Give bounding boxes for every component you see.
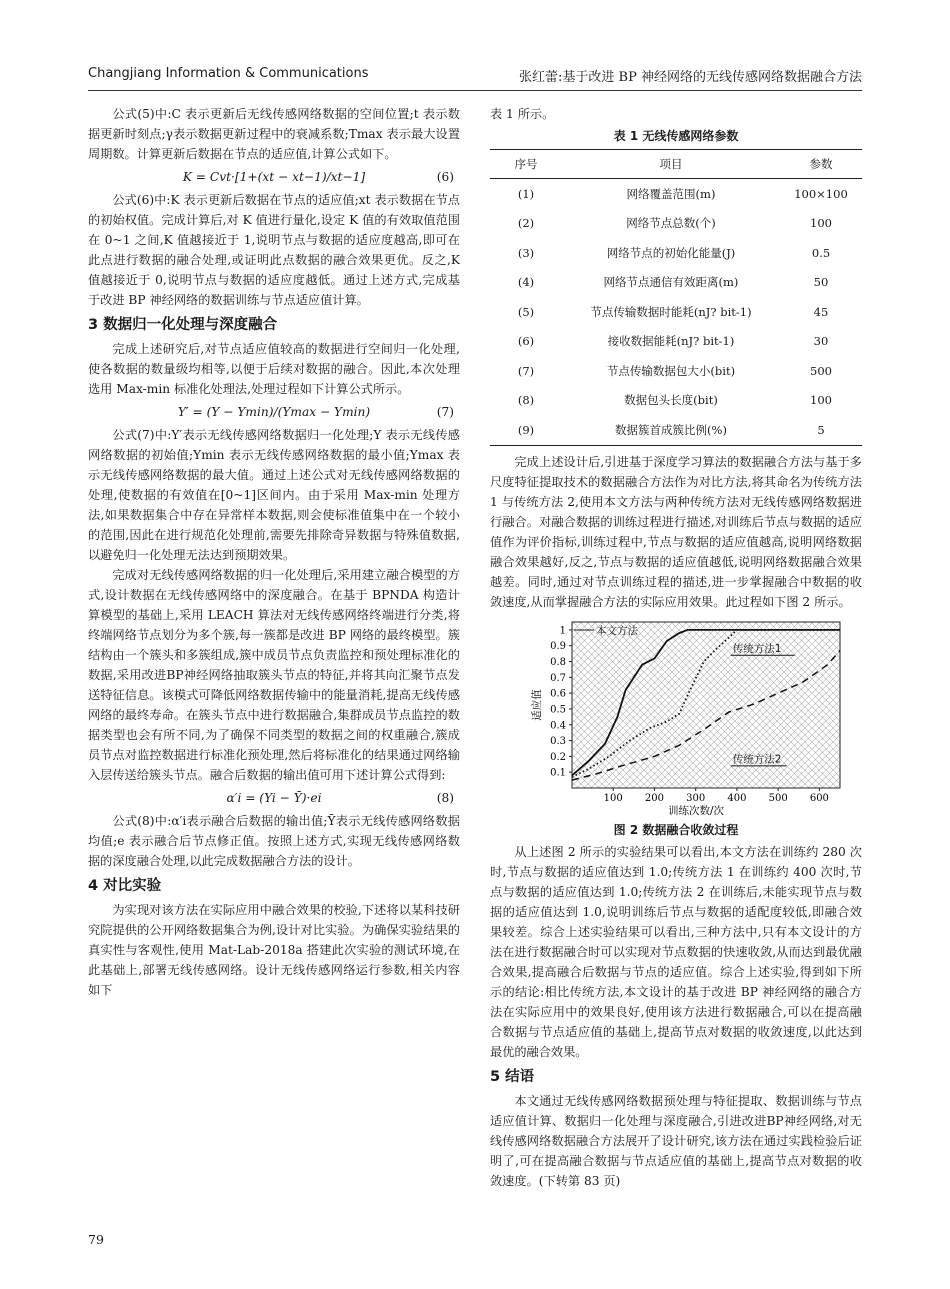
table-cell: 100 bbox=[810, 216, 832, 231]
paragraph: 公式(8)中:α′i表示融合后数据的输出值;Ȳ表示无线传感网络数据均值;e 表示融合后节点修正值。按照上述方式,实现无线传感网络数据的深度融合处理,以此完成数据融合方法的设计。 bbox=[88, 814, 460, 868]
table-row bbox=[490, 238, 862, 268]
table-header-row bbox=[490, 150, 862, 179]
paragraph: 完成对无线传感网络数据的归一化处理后,采用建立融合模型的方式,设计数据在无线传感网络中的深度融合。在基于 BPNDA 构造计算模型的基础上,采用 LEACH 算法对无线传感网络终端进行分类,将终端网络节点划分为多个簇,每一簇都是改进 BP 网络的最终模型。簇结构由一个簇头和多簇组成,簇中成员节点负责监控和预处理标准化的数据,采用改进BP神经网络抽取簇头节点的特征,并将其向汇聚节点发送特征信息。该模式可降低网络数据传输中的能量消耗,提高无线传感网络的最终寿命。在簇头节点中进行数据融合,集群成员节点监控的数据类型也会有所不同,为了确保不同类型的数据之间的权重融合,簇成员节点对监控数据进行标准化预处理,然后将标准化的结果通过网络输入层传送给簇头节点。融合后数据的输出值可用下述计算公式得到: bbox=[88, 568, 460, 782]
paragraph: 表 1 所示。 bbox=[490, 107, 555, 121]
table-cell: 网络节点通信有效距离(m) bbox=[603, 275, 739, 290]
equation-number: (8) bbox=[436, 791, 454, 805]
table-cell: 45 bbox=[813, 304, 829, 319]
paragraph: 完成上述设计后,引进基于深度学习算法的数据融合方法与基于多尺度特征提取技术的数据融合方法作为对比方法,将其命名为传统方法 1 与传统方法 2,使用本文方法与两种传统方法对无线传感网络数据进行融合。对融合数据的训练过程进行描述,对训练后节点与数据的适应值作为评价指标,训练过程中,节点与数据的适应值越高,说明网络数据融合效果越好,反之,节点与数据的适应值越低,说明网络数据融合效果越差。同时,通过对节点训练过程的描述,进一步掌握融合中数据的收敛速度,从而掌握融合方法的实际应用效果。此过程如下图 2 所示。 bbox=[490, 454, 862, 609]
convergence-figure bbox=[490, 616, 862, 818]
table-row bbox=[490, 179, 862, 209]
table-body bbox=[490, 179, 862, 446]
table-cell: (2) bbox=[517, 216, 535, 231]
table-cell: (5) bbox=[517, 304, 535, 319]
y-axis-label: 适应值 bbox=[531, 688, 543, 721]
y-tick-label: 0.6 bbox=[550, 688, 566, 700]
x-axis-label: 训练次数/次 bbox=[667, 804, 725, 817]
paragraph: 完成上述研究后,对节点适应值较高的数据进行空间归一化处理,使各数据的数量级均相等,以便于后续对数据的融合。因此,本次处理选用 Max-min 标准化处理法,处理过程如下计算公式所示。 bbox=[88, 342, 460, 396]
paragraph: 公式(5)中:C 表示更新后无线传感网络数据的空间位置;t 表示数据更新时刻点;γ表示数据更新过程中的衰减系数;Tmax 表示最大设置周期数。计算更新后数据在节点的适应值,计算公式如下。 bbox=[88, 107, 460, 161]
y-tick-label: 0.5 bbox=[550, 703, 566, 715]
y-tick-label: 0.4 bbox=[550, 719, 566, 731]
journal-name: Changjiang Information & Communications bbox=[88, 66, 369, 81]
table-cell: 网络覆盖范围(m) bbox=[626, 186, 716, 201]
running-header bbox=[88, 66, 862, 91]
paragraph: 本文通过无线传感网络数据预处理与特征提取、数据训练与节点适应值计算、数据归一化处理与深度融合,引进改进BP神经网络,对无线传感网络数据融合方法展开了设计研究,该方法在通过实践检验后证明了,可在提高融合数据与节点适应值的基础上,提高节点对数据的收敛速度。(下转第 83 页) bbox=[490, 1093, 862, 1188]
paragraph: 从上述图 2 所示的实验结果可以看出,本文方法在训练约 280 次时,节点与数据的适应值达到 1.0;传统方法 1 在训练约 400 次时,节点与数据的适应值达到 1.0;传统方法 2 在训练后,未能实现节点与数据的适应值达到 1.0,说明训练后节点与数据的适配度较低,即融合效果较差。综合上述实验结果可以看出,三种方法中,只有本文设计的方法在进行数据融合时可以实现对节点数据的快速收敛,从而达到最优融合效果,提高融合后数据与节点的适应值。综合上述实验,得到如下所示的结论:相比传统方法,本文设计的基于改进 BP 神经网络的融合方法在实际应用中的效果良好,使用该方法进行数据融合,可以在提高融合数据与节点适应值的基础上,提高节点对数据的收敛速度,以此达到最优的融合效果。 bbox=[490, 844, 862, 1059]
paragraph: 为实现对该方法在实际应用中融合效果的校验,下述将以某科技研究院提供的公开网络数据集合为例,设计对比实验。为确保实验结果的真实性与客观性,使用 Mat-Lab-2018a 搭建此次实验的测试环境,在此基础上,部署无线传感网络。设计无线传感网络运行参数,相关内容如下 bbox=[88, 903, 460, 997]
table-row bbox=[490, 386, 862, 416]
table-cell: 100 bbox=[810, 393, 832, 408]
table-cell: (6) bbox=[517, 334, 535, 349]
table-cell: 节点传输数据包大小(bit) bbox=[606, 363, 736, 378]
table-header-cell: 序号 bbox=[490, 150, 562, 179]
table-cell: 5 bbox=[780, 415, 862, 445]
table-cell: 网络节点总数(个) bbox=[626, 216, 716, 231]
y-tick-label: 0.7 bbox=[550, 672, 566, 684]
table-caption: 表 1 无线传感网络参数 bbox=[613, 129, 739, 143]
table-cell: 30 bbox=[813, 334, 829, 349]
table-cell: 0.5 bbox=[811, 245, 831, 260]
table-cell: 接收数据能耗(nJ? bit-1) bbox=[607, 334, 735, 349]
table-cell: (4) bbox=[517, 275, 535, 290]
table-cell: 数据包头长度(bit) bbox=[624, 393, 718, 408]
equation-body: K = Cvt·[1+(xt − xt−1)/xt−1] bbox=[182, 170, 366, 184]
y-tick-label: 0.1 bbox=[550, 767, 566, 779]
table-row bbox=[490, 209, 862, 239]
equation-number: (6) bbox=[436, 170, 454, 184]
table-cell: 100×100 bbox=[794, 186, 848, 201]
legend-label: 本文方法 bbox=[596, 624, 638, 637]
table-row bbox=[490, 268, 862, 298]
article-title: 张红蕾:基于改进 BP 神经网络的无线传感网络数据融合方法 bbox=[519, 70, 862, 85]
x-tick-label: 600 bbox=[809, 792, 829, 804]
equation-body: α′i = (Yi − Ȳ)·ei bbox=[226, 791, 322, 805]
legend-label: 传统方法2 bbox=[732, 753, 782, 766]
table-cell: (3) bbox=[517, 245, 535, 260]
equation-number: (7) bbox=[436, 405, 454, 419]
y-tick-label: 0.3 bbox=[550, 735, 566, 747]
parameter-table bbox=[490, 149, 862, 446]
plot-area bbox=[572, 622, 840, 788]
y-tick-label: 0.8 bbox=[550, 656, 566, 668]
equation-7 bbox=[88, 399, 460, 425]
table-row bbox=[490, 327, 862, 357]
x-tick-label: 200 bbox=[644, 792, 665, 804]
table-cell: (7) bbox=[517, 363, 535, 378]
table-cell: 数据簇首成簇比例(%) bbox=[562, 415, 780, 445]
table-header-cell: 参数 bbox=[780, 150, 862, 179]
table-row bbox=[490, 297, 862, 327]
equation-body: Y′ = (Y − Ymin)/(Ymax − Ymin) bbox=[177, 405, 371, 419]
right-column bbox=[490, 104, 862, 1191]
page-number: 79 bbox=[88, 1232, 104, 1247]
legend-label: 传统方法1 bbox=[732, 642, 782, 655]
x-tick-label: 100 bbox=[603, 792, 623, 804]
y-tick-label: 1 bbox=[559, 624, 566, 636]
table-cell: 节点传输数据时能耗(nJ? bit-1) bbox=[590, 304, 752, 319]
table-header-cell: 项目 bbox=[562, 150, 780, 179]
table-row bbox=[490, 415, 862, 445]
paragraph: 公式(7)中:Y′表示无线传感网络数据归一化处理;Y 表示无线传感网络数据的初始值;Ymin 表示无线传感网络数据的最小值;Ymax 表示无线传感网络数据的最大值。通过上述公式对无线传感网络数据的处理,使数据的有效值在[0~1]区间内。由于采用 Max-min 处理方法,如果数据集合中存在异常样本数据,则会使标准值集中在一个较小的范围,因此在进行规范化处理前,需要先排除奇异数据与特殊值数据,以避免归一化处理无法达到预期效果。 bbox=[88, 428, 460, 562]
equation-6 bbox=[88, 164, 460, 190]
table-cell: (8) bbox=[517, 393, 535, 408]
paragraph: 公式(6)中:K 表示更新后数据在节点的适应值;xt 表示数据在节点的初始权值。完成计算后,对 K 值进行量化,设定 K 值的有效取值范围在 0~1 之间,K 值越接近于 1,说明节点与数据的适应度越高,即可在此点进行数据的融合处理,或证明此点数据的融合效果更优。反之,K 值越接近于 0,说明节点与数据的适应度越低。通过上述方式,完成基于改进 BP 神经网络的数据训练与节点适应值计算。 bbox=[88, 193, 460, 307]
y-tick-label: 0.2 bbox=[550, 751, 566, 763]
x-tick-label: 400 bbox=[727, 792, 747, 804]
table-cell: 500 bbox=[810, 363, 832, 378]
x-tick-label: 300 bbox=[686, 792, 706, 804]
left-column bbox=[88, 104, 460, 1000]
table-cell: (1) bbox=[517, 186, 535, 201]
section-heading: 4 对比实验 bbox=[88, 878, 162, 894]
table-cell: (9) bbox=[490, 415, 562, 445]
section-heading: 5 结语 bbox=[490, 1068, 535, 1085]
x-tick-label: 500 bbox=[768, 792, 788, 804]
convergence-chart bbox=[490, 616, 862, 818]
section-heading: 3 数据归一化处理与深度融合 bbox=[88, 317, 278, 333]
table-cell: 网络节点的初始化能量(J) bbox=[606, 245, 736, 260]
equation-8 bbox=[88, 785, 460, 811]
table-row bbox=[490, 356, 862, 386]
y-tick-label: 0.9 bbox=[550, 640, 566, 652]
figure-caption: 图 2 数据融合收敛过程 bbox=[613, 822, 739, 837]
table-cell: 50 bbox=[813, 275, 829, 290]
